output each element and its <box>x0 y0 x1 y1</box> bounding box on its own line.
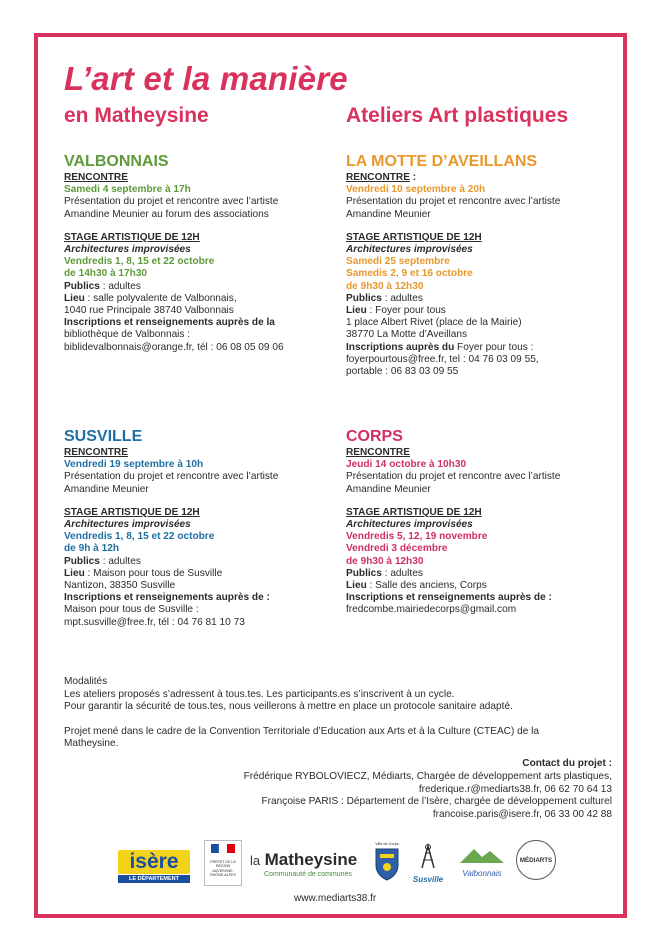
modalites-text: Les ateliers proposés s’adressent à tous.tes. Les participants.es s’inscrivent à un cycle. <box>64 688 455 700</box>
rencontre-desc: Présentation du projet et rencontre avec l’artiste <box>346 196 561 208</box>
lieu-value: : salle polyvalente de Valbonnais, <box>84 292 237 304</box>
lieu-address: Nantizon, 38350 Susville <box>64 580 176 592</box>
matheysine-logo: la Matheysine Communauté de communes <box>250 850 358 878</box>
contact-line: frederique.r@mediarts38.fr, 06 62 70 64 13 <box>418 783 612 795</box>
isere-logo: isère LE DÉPARTEMENT <box>118 850 190 884</box>
rencontre-label: RENCONTRE <box>64 447 128 458</box>
rencontre-suffix: : <box>409 172 417 183</box>
lieu-label: Lieu <box>346 305 367 317</box>
stage-date: Vendredi 3 décembre <box>346 543 448 555</box>
publics-line <box>346 568 616 580</box>
section-valbonnais <box>64 153 334 354</box>
partner-logos <box>118 836 558 888</box>
lieu-address: 1 place Albert Rivet (place de la Mairie) <box>346 317 522 329</box>
stage-date: Samedis 2, 9 et 16 octobre <box>346 268 473 280</box>
rencontre-desc: Présentation du projet et rencontre avec l’artiste <box>346 471 561 483</box>
publics-label: Publics <box>64 555 100 567</box>
lieu-address: 38770 La Motte d’Aveillans <box>346 329 468 341</box>
stage-date: de 9h30 à 12h30 <box>346 555 424 567</box>
inscriptions-label: Inscriptions et renseignements auprès de la <box>64 317 275 329</box>
stage-label: STAGE ARTISTIQUE DE 12H <box>64 506 200 518</box>
lieu-address: 1040 rue Principale 38740 Valbonnais <box>64 305 234 317</box>
inscriptions-contact: foyerpourtous@free.fr, tel : 04 76 03 09 55, <box>346 353 539 365</box>
stage-label: STAGE ARTISTIQUE DE 12H <box>64 231 200 243</box>
prefet-logo: PRÉFET DE LA RÉGION AUVERGNE-RHÔNE-ALPES <box>204 840 242 886</box>
modalites-label: Modalités <box>64 676 108 687</box>
publics-line <box>64 556 334 568</box>
stage-date: Vendredis 1, 8, 15 et 22 octobre <box>64 256 215 268</box>
contact-block <box>244 758 612 822</box>
lieu-line <box>346 580 616 592</box>
publics-line <box>64 281 334 293</box>
publics-value: : adultes <box>99 555 141 567</box>
rencontre-date: Vendredi 10 septembre à 20h <box>346 184 486 196</box>
rencontre-label: RENCONTRE <box>346 447 410 458</box>
stage-theme: Architectures improvisées <box>346 244 473 256</box>
stage-date: Vendredis 1, 8, 15 et 22 octobre <box>64 531 215 543</box>
projet-text: Matheysine. <box>64 738 119 749</box>
contact-line: Françoise PARIS : Département de l’Isère, chargée de développement culturel <box>261 796 612 808</box>
section-susville <box>64 428 334 629</box>
page-title: L’art et la manière <box>64 60 348 97</box>
website-link[interactable]: www.mediarts38.fr <box>294 893 377 904</box>
lieu-value: : Salle des anciens, Corps <box>366 580 487 592</box>
contact-label: Contact du projet : <box>522 758 612 769</box>
corps-logo: Ville de Corps <box>374 842 400 884</box>
stage-label: STAGE ARTISTIQUE DE 12H <box>346 506 482 518</box>
inscriptions-value: Foyer pour tous : <box>454 341 534 353</box>
marianne-icon <box>205 841 241 855</box>
rencontre-desc: Amandine Meunier <box>346 208 431 220</box>
mine-tower-icon <box>408 842 448 870</box>
section-la-motte <box>346 153 616 378</box>
rencontre-desc: Présentation du projet et rencontre avec l’artiste <box>64 196 279 208</box>
rencontre-label: RENCONTRE <box>64 172 128 183</box>
section-title: CORPS <box>346 428 403 445</box>
publics-line <box>346 293 616 305</box>
publics-value: : adultes <box>381 567 423 579</box>
rencontre-date: Jeudi 14 octobre à 10h30 <box>346 459 467 471</box>
stage-date: de 9h30 à 12h30 <box>346 280 424 292</box>
section-title: LA MOTTE D’AVEILLANS <box>346 153 538 170</box>
section-title: VALBONNAIS <box>64 153 169 170</box>
inscriptions-label: Inscriptions et renseignements auprès de : <box>64 592 270 604</box>
lieu-label: Lieu <box>64 292 85 304</box>
section-title: SUSVILLE <box>64 428 143 445</box>
publics-label: Publics <box>64 280 100 292</box>
inscriptions-line: Maison pour tous de Susville : <box>64 604 199 616</box>
inscriptions-contact: mpt.susville@free.fr, tél : 04 76 81 10 73 <box>64 616 245 628</box>
inscriptions-contact: portable : 06 83 03 09 55 <box>346 366 459 378</box>
contact-line: Frédérique RYBOLOVIECZ, Médiarts, Chargée de développement arts plastiques, <box>243 770 612 782</box>
projet-text: Projet mené dans le cadre de la Convention Territoriale d’Education aux Arts et à la Culture (CTEAC) de la <box>64 725 540 737</box>
stage-theme: Architectures improvisées <box>346 519 473 531</box>
stage-date: de 9h à 12h <box>64 543 119 555</box>
rencontre-desc: Présentation du projet et rencontre avec l’artiste <box>64 471 279 483</box>
modalites-block <box>64 676 604 751</box>
lieu-line <box>64 293 334 305</box>
subtitle-right: Ateliers Art plastiques <box>346 104 569 127</box>
stage-date: de 14h30 à 17h30 <box>64 268 148 280</box>
inscriptions-line: bibliothèque de Valbonnais : <box>64 329 191 341</box>
lieu-value: : Foyer pour tous <box>366 305 446 317</box>
inscriptions-contact: fredcombe.mairiedecorps@gmail.com <box>346 604 517 616</box>
lieu-label: Lieu <box>346 580 367 592</box>
inscriptions-line <box>346 342 616 354</box>
rencontre-desc: Amandine Meunier <box>346 483 431 495</box>
lieu-line <box>64 568 334 580</box>
stage-label: STAGE ARTISTIQUE DE 12H <box>346 231 482 243</box>
section-corps <box>346 428 616 617</box>
rencontre-date: Samedi 4 septembre à 17h <box>64 184 191 196</box>
publics-value: : adultes <box>99 280 141 292</box>
contact-line: francoise.paris@isere.fr, 06 33 00 42 88 <box>432 809 612 821</box>
modalites-text: Pour garantir la sécurité de tous.tes, nous veillerons à mettre en place un protocole sanitaire adapté. <box>64 701 513 712</box>
valbonnais-logo: Valbonnais <box>458 846 506 886</box>
lieu-label: Lieu <box>64 567 85 579</box>
inscriptions-label: Inscriptions et renseignements auprès de : <box>346 592 552 604</box>
stage-date: Samedi 25 septembre <box>346 256 450 268</box>
publics-label: Publics <box>346 292 382 304</box>
stage-theme: Architectures improvisées <box>64 244 191 256</box>
mountain-icon <box>458 846 506 864</box>
publics-label: Publics <box>346 567 382 579</box>
subtitle-left: en Matheysine <box>64 104 209 127</box>
inscriptions-label: Inscriptions auprès du <box>346 341 455 353</box>
rencontre-date: Vendredi 19 septembre à 10h <box>64 459 204 471</box>
inscriptions-contact: biblidevalbonnais@orange.fr, tél : 06 08 05 09 06 <box>64 341 284 353</box>
rencontre-desc: Amandine Meunier <box>64 483 149 495</box>
rencontre-desc: Amandine Meunier au forum des associations <box>64 208 269 220</box>
stage-theme: Architectures improvisées <box>64 519 191 531</box>
mediarts-logo: MÉDIARTS <box>516 840 556 880</box>
rencontre-label: RENCONTRE <box>346 172 410 183</box>
shield-icon <box>374 847 400 881</box>
publics-value: : adultes <box>381 292 423 304</box>
lieu-line <box>346 305 616 317</box>
lieu-value: : Maison pour tous de Susville <box>84 567 223 579</box>
susville-logo: Susville <box>408 842 448 886</box>
stage-date: Vendredis 5, 12, 19 novembre <box>346 531 488 543</box>
